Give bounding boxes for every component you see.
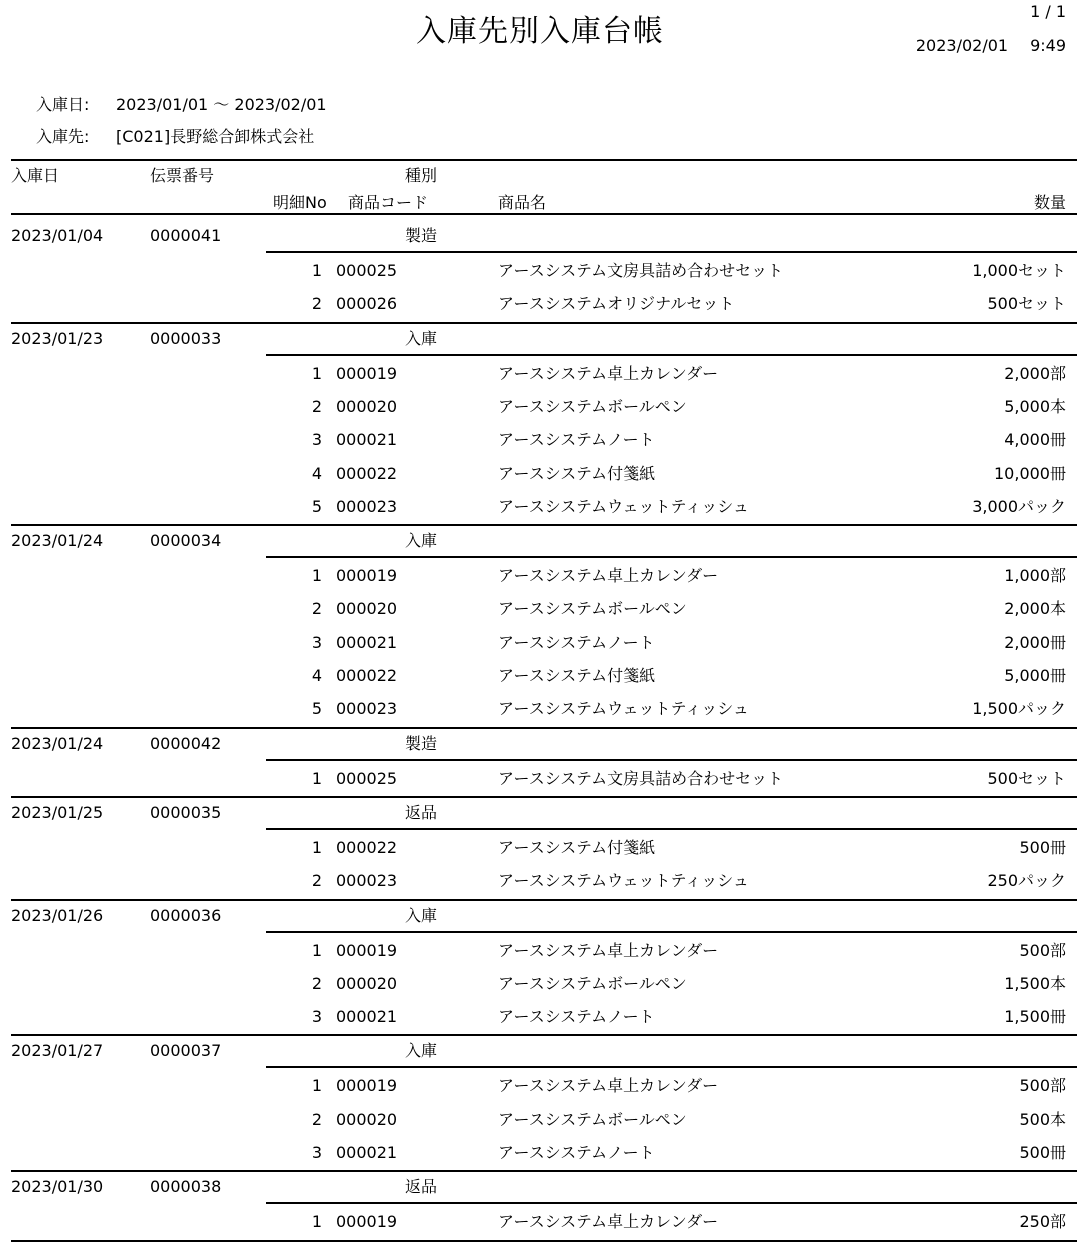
quantity: 500冊 [1019, 1143, 1066, 1162]
line-number: 1 [311, 940, 322, 960]
line-number: 1 [311, 566, 322, 586]
slip-date: 2023/01/04 [11, 226, 104, 245]
product-code: 000023 [336, 496, 398, 516]
product-name: アースシステム卓上カレンダー [498, 940, 719, 960]
slip-number: 0000038 [150, 1177, 222, 1197]
quantity: 500本 [1019, 1109, 1066, 1129]
col-name: 商品名 [498, 193, 547, 212]
quantity: 500冊 [1019, 837, 1066, 857]
line-number: 4 [311, 463, 322, 483]
slip-group-row [0, 903, 1080, 933]
product-name: アースシステムウェットティッシュ [498, 871, 749, 891]
line-number: 3 [311, 430, 322, 450]
detail-line-row [0, 291, 1080, 321]
col-date: 入庫日 [11, 166, 60, 185]
detail-line-row [0, 663, 1080, 693]
slip-date: 2023/01/30 [11, 1177, 104, 1197]
detail-line-row [0, 971, 1080, 1001]
slip-number: 0000035 [150, 802, 222, 822]
product-code: 000022 [336, 666, 398, 685]
slip-number: 0000034 [150, 531, 222, 551]
product-name: アースシステムウェットティッシュ [498, 699, 749, 719]
product-name: アースシステム文房具詰め合わせセット [498, 261, 784, 280]
product-code: 000019 [336, 940, 398, 960]
detail-line-row [0, 938, 1080, 968]
product-code: 000020 [336, 1109, 398, 1129]
quantity: 1,500パック [972, 699, 1066, 719]
quantity: 250パック [987, 871, 1066, 891]
slip-kind: 入庫 [405, 1041, 438, 1061]
slip-kind: 製造 [405, 733, 438, 753]
col-code: 商品コード [348, 193, 429, 212]
slip-date: 2023/01/27 [11, 1041, 104, 1061]
detail-line-row [0, 461, 1080, 491]
group-sub-rule [266, 931, 1077, 933]
slip-number: 0000036 [150, 905, 222, 925]
line-number: 1 [311, 1076, 322, 1096]
group-sub-rule [266, 1202, 1077, 1204]
line-number: 2 [311, 871, 322, 891]
line-number: 1 [311, 837, 322, 857]
quantity: 250部 [1019, 1212, 1066, 1232]
slip-group-row [0, 326, 1080, 356]
detail-line-row [0, 1107, 1080, 1137]
quantity: 500部 [1019, 1076, 1066, 1096]
quantity: 2,000部 [1004, 363, 1066, 383]
slip-number: 0000042 [150, 733, 222, 753]
col-kind: 種別 [405, 166, 438, 185]
line-number: 3 [311, 632, 322, 652]
product-code: 000021 [336, 1143, 398, 1162]
line-number: 3 [311, 1143, 322, 1162]
product-name: アースシステムオリジナルセット [498, 294, 735, 314]
detail-line-row [0, 766, 1080, 796]
product-code: 000021 [336, 430, 398, 450]
product-code: 000026 [336, 294, 398, 314]
product-name: アースシステム卓上カレンダー [498, 566, 719, 586]
product-name: アースシステムノート [498, 632, 655, 652]
line-number: 2 [311, 1109, 322, 1129]
group-separator-rule [11, 322, 1077, 324]
group-sub-rule [266, 759, 1077, 761]
detail-line-row [0, 361, 1080, 391]
group-separator-rule [11, 524, 1077, 526]
quantity: 10,000冊 [994, 463, 1066, 483]
group-sub-rule [266, 1066, 1077, 1068]
product-name: アースシステム付箋紙 [498, 463, 656, 483]
detail-line-row [0, 696, 1080, 726]
slip-group-row [0, 731, 1080, 761]
print-time: 9:49 [1030, 36, 1066, 55]
product-code: 000020 [336, 396, 398, 416]
quantity: 500セット [987, 294, 1066, 314]
slip-number: 0000041 [150, 226, 222, 245]
detail-line-row [0, 394, 1080, 424]
line-number: 1 [311, 261, 322, 280]
product-name: アースシステムノート [498, 1143, 655, 1162]
detail-line-row [0, 1073, 1080, 1103]
product-name: アースシステムノート [498, 1007, 655, 1027]
product-name: アースシステム文房具詰め合わせセット [498, 768, 784, 788]
product-name: アースシステム付箋紙 [498, 666, 656, 685]
detail-line-row [0, 563, 1080, 593]
detail-line-row [0, 427, 1080, 457]
quantity: 3,000パック [972, 496, 1066, 516]
product-code: 000022 [336, 837, 398, 857]
slip-date: 2023/01/23 [11, 328, 104, 348]
detail-line-row [0, 1209, 1080, 1239]
product-code: 000019 [336, 363, 398, 383]
slip-group-row [0, 223, 1080, 253]
line-number: 1 [311, 1212, 322, 1232]
slip-group-row [0, 800, 1080, 830]
group-sub-rule [266, 556, 1077, 558]
condition-destination-label: 入庫先: [36, 127, 90, 146]
quantity: 1,000部 [1004, 566, 1066, 586]
slip-date: 2023/01/26 [11, 905, 104, 925]
product-name: アースシステムウェットティッシュ [498, 496, 749, 516]
product-code: 000019 [336, 1212, 398, 1232]
product-code: 000019 [336, 566, 398, 586]
slip-date: 2023/01/24 [11, 531, 104, 551]
quantity: 5,000本 [1004, 396, 1066, 416]
slip-group-row [0, 1038, 1080, 1068]
product-code: 000025 [336, 768, 398, 788]
product-code: 000023 [336, 699, 398, 719]
page-number: 1 / 1 [1030, 2, 1066, 21]
product-name: アースシステム付箋紙 [498, 837, 656, 857]
slip-number: 0000037 [150, 1041, 222, 1061]
detail-line-row [0, 1004, 1080, 1034]
product-code: 000025 [336, 261, 398, 280]
line-number: 3 [311, 1007, 322, 1027]
condition-destination-value: [C021]長野総合卸株式会社 [116, 127, 315, 146]
quantity: 4,000冊 [1004, 430, 1066, 450]
line-number: 2 [311, 396, 322, 416]
quantity: 2,000本 [1004, 599, 1066, 619]
line-number: 4 [311, 666, 322, 685]
product-code: 000020 [336, 599, 398, 619]
product-code: 000023 [336, 871, 398, 891]
slip-date: 2023/01/25 [11, 802, 104, 822]
group-separator-rule [11, 1170, 1077, 1172]
line-number: 5 [311, 496, 322, 516]
product-code: 000022 [336, 463, 398, 483]
quantity: 1,500本 [1004, 973, 1066, 993]
report-title: 入庫先別入庫台帳 [416, 14, 664, 49]
line-number: 2 [311, 294, 322, 314]
detail-line-row [0, 258, 1080, 288]
slip-kind: 入庫 [405, 328, 438, 348]
product-name: アースシステムボールペン [498, 599, 687, 619]
slip-number: 0000033 [150, 328, 222, 348]
quantity: 500部 [1019, 940, 1066, 960]
product-name: アースシステム卓上カレンダー [498, 1212, 719, 1232]
slip-kind: 製造 [405, 226, 438, 245]
detail-line-row [0, 494, 1080, 524]
line-number: 2 [311, 973, 322, 993]
quantity: 1,500冊 [1004, 1007, 1066, 1027]
slip-kind: 入庫 [405, 905, 438, 925]
product-name: アースシステムノート [498, 430, 655, 450]
product-code: 000019 [336, 1076, 398, 1096]
slip-kind: 返品 [405, 1177, 438, 1197]
condition-date-value: 2023/01/01 ～ 2023/02/01 [116, 95, 327, 114]
quantity: 1,000セット [972, 261, 1066, 280]
group-sub-rule [266, 251, 1077, 253]
slip-group-row [0, 1174, 1080, 1204]
slip-kind: 入庫 [405, 531, 438, 551]
detail-line-row [0, 868, 1080, 898]
col-qty: 数量 [1033, 193, 1066, 212]
detail-line-row [0, 596, 1080, 626]
slip-kind: 返品 [405, 802, 438, 822]
col-slip: 伝票番号 [150, 166, 215, 185]
line-number: 1 [311, 768, 322, 788]
detail-line-row [0, 630, 1080, 660]
group-separator-rule [11, 899, 1077, 901]
slip-date: 2023/01/24 [11, 733, 104, 753]
line-number: 5 [311, 699, 322, 719]
group-separator-rule [11, 1240, 1077, 1242]
product-name: アースシステム卓上カレンダー [498, 1076, 719, 1096]
product-code: 000021 [336, 1007, 398, 1027]
product-name: アースシステムボールペン [498, 973, 687, 993]
detail-line-row [0, 1140, 1080, 1170]
group-separator-rule [11, 1034, 1077, 1036]
col-line-no: 明細No [273, 193, 327, 212]
group-separator-rule [11, 796, 1077, 798]
quantity: 500セット [987, 768, 1066, 788]
product-name: アースシステム卓上カレンダー [498, 363, 719, 383]
detail-line-row [0, 835, 1080, 865]
product-code: 000021 [336, 632, 398, 652]
quantity: 5,000冊 [1004, 666, 1066, 685]
group-sub-rule [266, 354, 1077, 356]
group-sub-rule [266, 828, 1077, 830]
line-number: 2 [311, 599, 322, 619]
group-separator-rule [11, 727, 1077, 729]
condition-date-label: 入庫日: [36, 95, 90, 114]
slip-group-row [0, 528, 1080, 558]
product-name: アースシステムボールペン [498, 1109, 687, 1129]
product-name: アースシステムボールペン [498, 396, 687, 416]
line-number: 1 [311, 363, 322, 383]
quantity: 2,000冊 [1004, 632, 1066, 652]
print-date: 2023/02/01 [915, 36, 1009, 55]
product-code: 000020 [336, 973, 398, 993]
